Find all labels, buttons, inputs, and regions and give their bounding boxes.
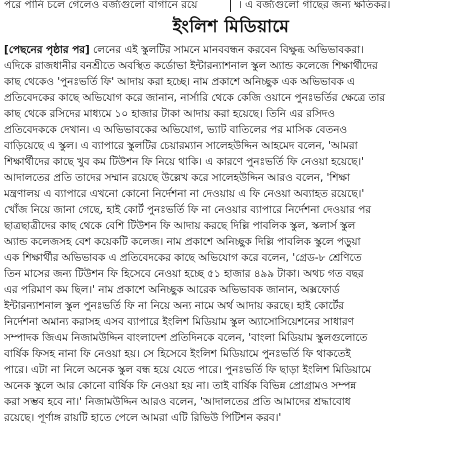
article-line: আদালতের প্রতি তাদের সম্মান রয়েছে উল্লেখ করে সালেহউদ্দিন আরও বলেন, 'শিক্ষা	[4, 172, 350, 184]
article-line: অ্যান্ড কলেজসহ বেশ কয়েকটি কলেজ। নাম প্রকাশে অনিচ্ছুক দিল্লি পাবলিক স্কুলে পড়ুয়া	[4, 236, 361, 248]
article-line: রয়েছে। পূর্ণাঙ্গ রায়টি হাতে পেলে আমরা এটি রিভিউ পিটিশন করব।'	[4, 412, 282, 424]
article-line: বার্ষিক ফিসহ নানা ফি নেওয়া হয়। সে হিসেবে ইংলিশ মিডিয়ামে পুনঃভর্তি ফি থাকতেই	[4, 348, 351, 360]
article-line: বাড়িয়েছে এ স্কুল। এ ব্যাপারে স্কুলটির চেয়ারম্যান সালেহউদ্দিন আহমেদ বলেন, 'আমরা	[4, 140, 358, 152]
article-line	[4, 42, 456, 58]
article-line: মন্ত্রণালয় এ ব্যাপারে এখনো কোনো নির্দেশনা না দেওয়ায় এ ফি নেওয়া অব্যাহত রয়েছে।'	[4, 188, 365, 200]
previous-article-text-left: পরে পানি চলে গেলেও বর্জ্যগুলো বাগানে রয়ে	[4, 0, 198, 11]
article-line-text: লেনের এই স্কুলটির সামনে মানববন্ধন করবেন বিক্ষুব্ধ অভিভাবকরা।	[89, 44, 364, 56]
article-line: তিন মাসের জন্য টিউশন ফি হিসেবে নেওয়া হচ্ছে ৫১ হাজার ৪৯৯ টাকা। অথচ গত বছর	[4, 268, 364, 280]
article-line: এক শিক্ষার্থীর অভিভাবক এ প্রতিবেদকের কাছে অভিযোগ করে বলেন, 'গ্রেড-৮ শ্রেণিতে	[4, 252, 362, 264]
article-line: প্রতিবেদককে দেখান। এ অভিভাবকের অভিযোগ, ভ্যাট বাতিলের পর মাসিক বেতনও	[4, 124, 348, 136]
article-line: শিক্ষার্থীদের কাছে খুব কম টিউশন ফি নিয়ে থাকি। এ কারণে পুনঃভর্তি ফি নেওয়া হয়েছে।'	[4, 156, 364, 168]
article-line: পারে। এটা না নিলে অনেক স্কুল বন্ধ হয়ে যেতে পারে। পুনঃভর্তি ফি ছাড়া ইংলিশ মিডিয়ামে	[4, 364, 372, 376]
article-headline: ইংলিশ মিডিয়ামে	[172, 17, 290, 37]
article-line: কাছ থেকে রসিদের মাধ্যমে ১০ হাজার টাকা আদায় করা হয়েছে। তিনি এর রসিদও	[4, 108, 335, 120]
article-line: কাছ থেকেও 'পুনঃভর্তি ফি' আদায় করা হচ্ছে। নাম প্রকাশে অনিচ্ছুক এক অভিভাবক এ	[4, 76, 355, 88]
article-line: করা সম্ভব হবে না।' নিজামউদ্দিন আরও বলেন, 'আদালতের প্রতি আমাদের শ্রদ্ধাবোধ	[4, 396, 351, 408]
article-line: নির্দেশনা অমান্য করাসহ এসব ব্যাপারে ইংলিশ মিডিয়াম স্কুল অ্যাসোসিয়েশনের সাধারণ	[4, 316, 354, 328]
article-line: ছাত্রছাত্রীদের কাছ থেকে বেশি টিউশন ফি আদায় করছে দিল্লি পাবলিক স্কুল, স্কলার্স স্কুল	[4, 220, 356, 232]
article-line: এর পরিমাণ কম ছিল।' নাম প্রকাশে অনিচ্ছুক আরেক অভিভাবক জানান, অক্সফোর্ড	[4, 284, 340, 296]
article-line: ইন্টারন্যাশনাল স্কুল পুনঃভর্তি ফি না নিয়ে অন্য নামে অর্থ আদায় করছে। হাই কোর্টের	[4, 300, 344, 312]
previous-article-strip	[0, 0, 462, 14]
article-line: অনেক স্কুলে আর কোনো বার্ষিক ফি নেওয়া হয় না। তাই বার্ষিক বিভিন্ন প্রোগ্রামও সম্পন্ন	[4, 380, 357, 392]
article-line: প্রতিবেদকের কাছে অভিযোগ করে জানান, নার্সারি থেকে কেজি ওয়ানে পুনঃভর্তির ক্ষেত্রে তার	[4, 92, 386, 104]
article-body	[4, 42, 456, 426]
continuation-marker: [পেছনের পৃষ্ঠার পর]	[4, 44, 90, 56]
article-line: খোঁজ নিয়ে জানা গেছে, হাই কোর্ট পুনঃভর্তি ফি না নেওয়ার ব্যাপারে নির্দেশনা দেওয়ার পর	[4, 204, 371, 216]
article-line: এদিকে রাজধানীর বনশ্রীতে অবস্থিত কর্ডোভা ইন্টারন্যাশনাল স্কুল অ্যান্ড কলেজে শিক্ষার্থীদের	[4, 60, 378, 72]
column-divider	[230, 0, 231, 12]
previous-article-text-right: । এ বর্জ্যগুলো গাছের জন্য ক্ষতিকর।	[238, 0, 391, 11]
article-line: সম্পাদক জিএম নিজামউদ্দিন বাংলাদেশ প্রতিদিনকে বলেন, 'বাংলা মিডিয়াম স্কুলগুলোতে	[4, 332, 368, 344]
